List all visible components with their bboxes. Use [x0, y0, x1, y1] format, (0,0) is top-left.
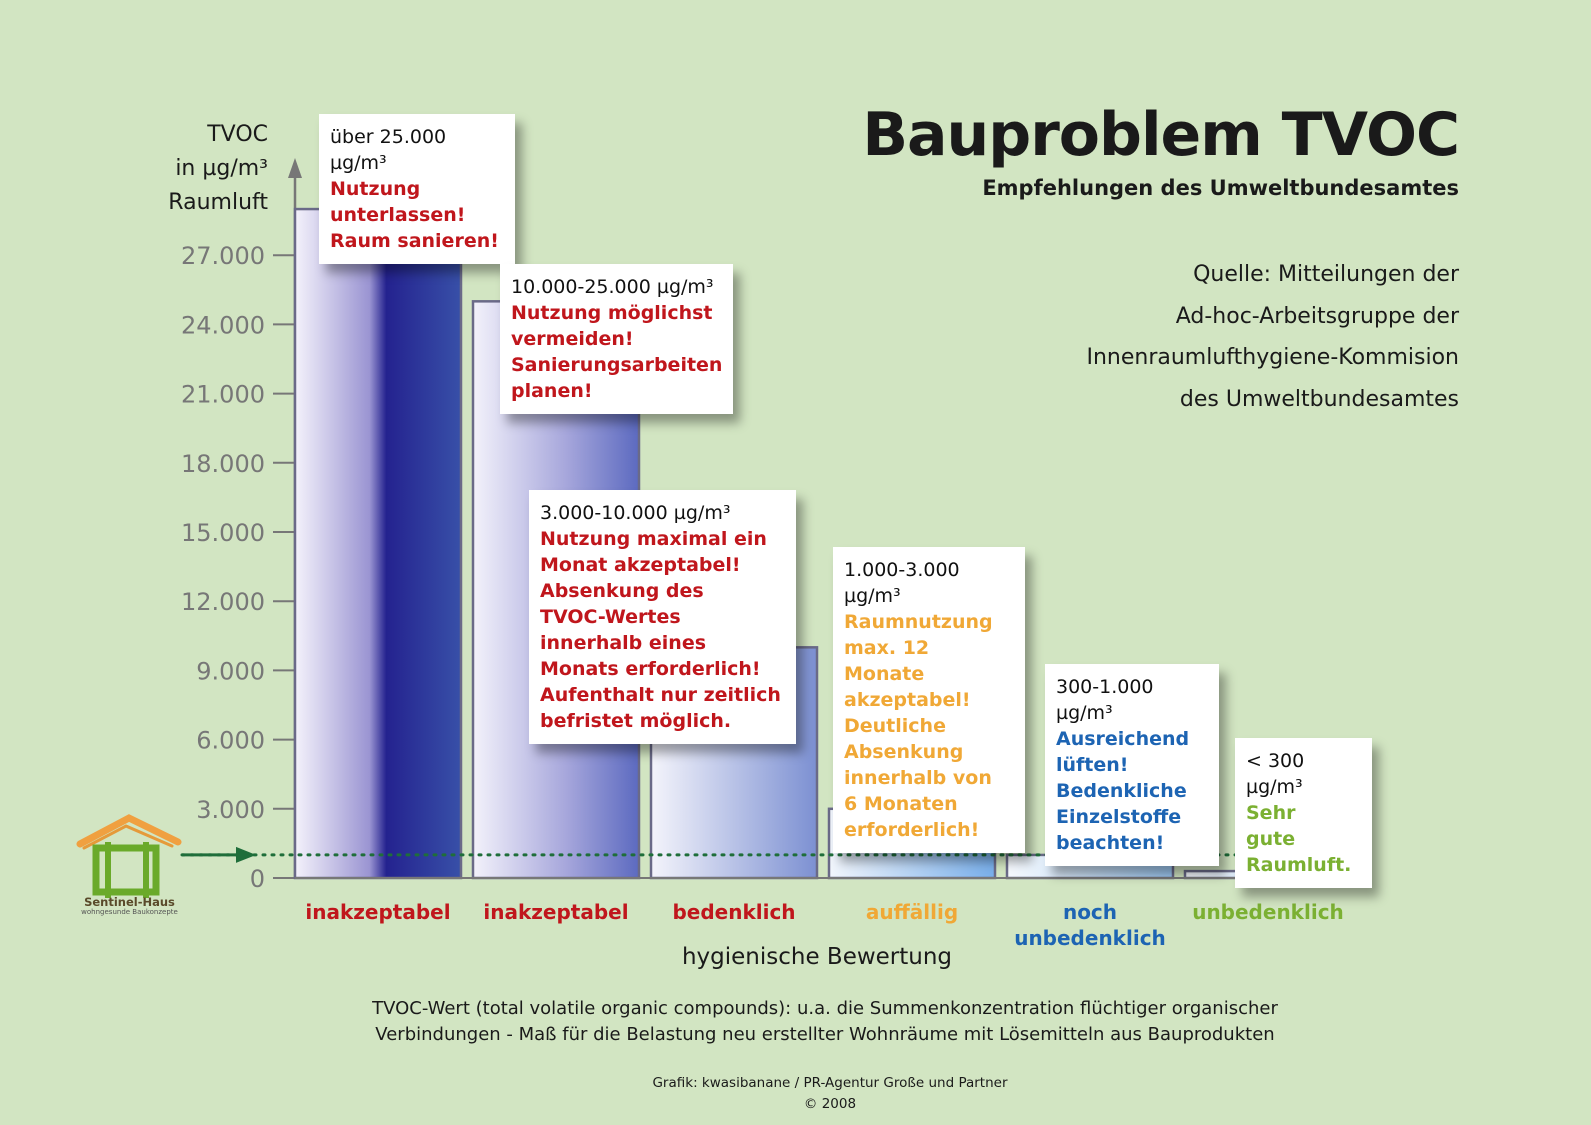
y-tick-label: 27.000 — [181, 242, 265, 271]
description — [300, 996, 1350, 1048]
recommendation-box — [1045, 664, 1219, 866]
range-label: 3.000-10.000 µg/m³ — [540, 502, 731, 524]
y-axis-label-line: in µg/m³ — [175, 156, 268, 181]
range-label: 1.000-3.000 µg/m³ — [844, 559, 960, 607]
range-label: über 25.000 µg/m³ — [330, 126, 447, 174]
description-line: Verbindungen - Maß für die Belastung neu erstellter Wohnräume mit Lösemitteln aus Bauprodukten — [375, 1024, 1275, 1045]
y-tick-label: 18.000 — [181, 449, 265, 478]
recommendation-box — [833, 547, 1025, 853]
recommendation-box — [529, 490, 796, 744]
y-tick-label: 3.000 — [196, 795, 265, 824]
recommendation-text: Raumnutzung max. 12 Monate akzeptabel! Deutliche Absenkung innerhalb von 6 Monaten erforderlich! — [844, 611, 993, 841]
y-tick-label: 9.000 — [196, 657, 265, 686]
x-tick-label: unbedenklich — [1014, 926, 1166, 950]
description-line: TVOC-Wert (total volatile organic compounds): u.a. die Summenkonzentration flüchtiger organischer — [372, 998, 1278, 1019]
y-axis-label — [150, 118, 268, 220]
source-line: des Umweltbundesamtes — [1179, 386, 1459, 412]
recommendation-box — [319, 114, 515, 264]
y-tick-label: 12.000 — [181, 588, 265, 617]
credit-line: Grafik: kwasibanane / PR-Agentur Große und Partner — [652, 1075, 1008, 1091]
y-axis-arrow-icon — [288, 158, 302, 178]
x-tick-label: unbedenklich — [1192, 900, 1344, 924]
y-tick-label: 0 — [249, 865, 265, 893]
source-line: Quelle: Mitteilungen der — [1193, 262, 1459, 287]
y-tick-label: 15.000 — [181, 519, 265, 547]
range-label: < 300 µg/m³ — [1246, 750, 1305, 798]
recommendation-text: Nutzung maximal ein Monat akzeptabel! Absenkung des TVOC-Wertes innerhalb eines Monats erforderlich! Aufenthalt nur zeitlich befristet möglich. — [540, 528, 781, 732]
recommendation-text: Nutzung unterlassen! Raum sanieren! — [330, 178, 499, 252]
source-note — [939, 254, 1459, 420]
range-label: 300-1.000 µg/m³ — [1056, 676, 1154, 724]
y-axis-label-line: TVOC — [207, 122, 268, 147]
y-tick-label: 6.000 — [196, 726, 265, 755]
y-tick-label: 21.000 — [181, 380, 265, 409]
recommendation-text: Nutzung möglichst vermeiden! Sanierungsarbeiten planen! — [511, 302, 723, 402]
recommendation-text: Ausreichend lüften! Bedenkliche Einzelstoffe beachten! — [1056, 728, 1190, 854]
range-label: 10.000-25.000 µg/m³ — [511, 276, 714, 298]
reference-arrow-icon — [236, 847, 256, 863]
logo-tagline: wohngesunde Baukonzepte — [81, 908, 178, 916]
recommendation-box — [500, 264, 733, 414]
credit — [560, 1073, 1100, 1115]
x-tick-label: inakzeptabel — [305, 900, 451, 924]
chart-subtitle: Empfehlungen des Umweltbundesamtes — [982, 176, 1459, 200]
recommendation-text: Sehr gute Raumluft. — [1246, 802, 1352, 876]
source-line: Innenraumlufthygiene-Kommision — [1086, 345, 1459, 370]
x-axis-label: hygienische Bewertung — [681, 944, 953, 970]
x-tick-label: bedenklich — [672, 900, 796, 924]
x-tick-label: auffällig — [865, 900, 959, 924]
chart-title: Bauproblem TVOC — [862, 100, 1459, 170]
bar — [295, 209, 461, 878]
logo-name: Sentinel-Haus — [84, 895, 175, 909]
y-tick-label: 24.000 — [181, 311, 265, 340]
copyright-line: © 2008 — [803, 1096, 857, 1112]
x-tick-label: noch — [1062, 900, 1118, 924]
y-axis-label-line: Raumluft — [168, 190, 268, 215]
recommendation-box — [1235, 738, 1372, 888]
x-tick-label: inakzeptabel — [483, 900, 629, 924]
source-line: Ad-hoc-Arbeitsgruppe der — [1175, 303, 1459, 329]
